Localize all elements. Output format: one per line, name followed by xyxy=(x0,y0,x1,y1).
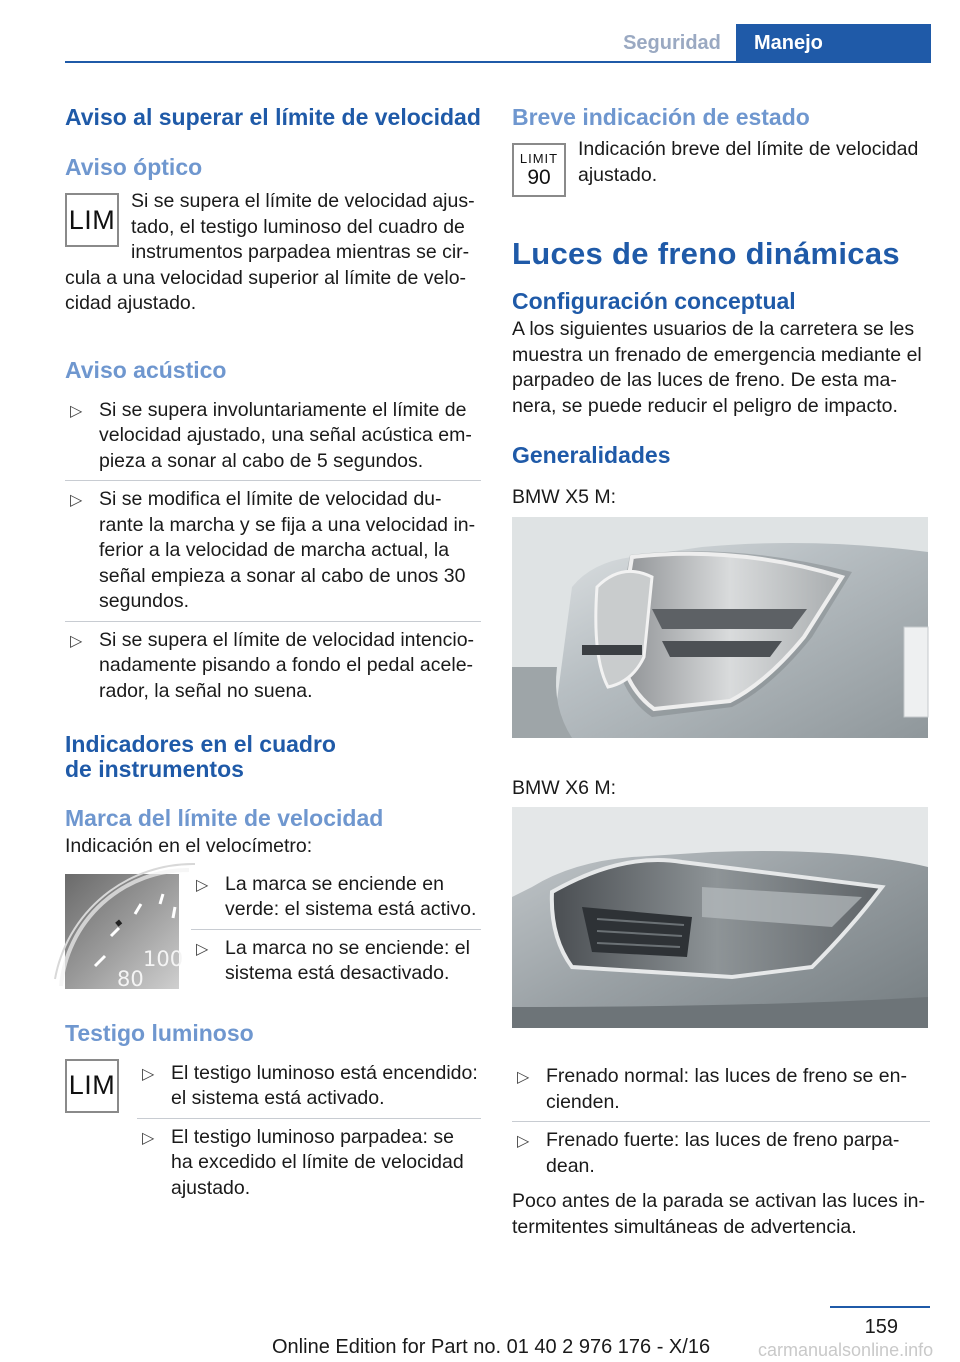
list-item: ▷ Si se supera el límite de velocidad intencio-nadamente pisando a fondo el pedal acele-rador, la señal no suena. xyxy=(70,628,475,702)
x5-label: BMW X5 M: xyxy=(512,486,617,508)
speedometer-image xyxy=(65,874,184,991)
x6-label: BMW X6 M: xyxy=(512,776,617,799)
brief-text: Indicación breve del límite de velocidad ajustado. xyxy=(578,138,919,186)
bullet-triangle-icon: ▷ xyxy=(196,940,209,958)
list-item: ▷ La marca se enciende en verde: el sistema está activo. xyxy=(191,866,481,930)
heading-indicators: Indicadores en el cuadro de instrumentos xyxy=(65,731,336,782)
brake-list xyxy=(512,1058,930,1185)
lim-indicator-icon xyxy=(65,193,119,247)
limit-90-icon xyxy=(512,143,566,197)
brief-block xyxy=(512,137,930,197)
list-item: ▷ El testigo luminoso está encendido: el sistema está activado. xyxy=(137,1055,481,1119)
speedo-80-label: 80 xyxy=(117,966,144,991)
speedometer-block xyxy=(65,866,481,993)
right-column xyxy=(512,100,930,1240)
lamp-block xyxy=(65,1055,481,1208)
edition-text: Online Edition for Part no. 01 40 2 976 176 - X/16 xyxy=(272,1336,711,1358)
concept-text: A los siguientes usuarios de la carretera se les muestra un frenado de emergencia mediante el parpadeo de las luces de freno. De esta ma-nera, se puede reducir el peligro de impacto. xyxy=(512,318,922,417)
bullet-triangle-icon: ▷ xyxy=(70,402,83,420)
mark-list xyxy=(191,866,481,993)
list-item: ▷ El testigo luminoso parpadea: se ha excedido el límite de velocidad ajustado. xyxy=(142,1125,464,1199)
tab-manejo[interactable]: Manejo xyxy=(736,24,931,62)
list-item: ▷ Frenado fuerte: las luces de freno parpa-dean. xyxy=(517,1129,900,1177)
bullet-triangle-icon: ▷ xyxy=(70,632,83,650)
left-column xyxy=(65,100,481,1207)
bullet-triangle-icon: ▷ xyxy=(70,492,83,509)
list-item: ▷ La marca no se enciende: el sistema está desactivado. xyxy=(196,936,470,984)
bullet-triangle-icon: ▷ xyxy=(517,1069,530,1086)
acoustic-list xyxy=(65,392,481,711)
heading-speed-mark: Marca del límite de velocidad xyxy=(65,805,384,831)
mark-intro-text: Indicación en el velocímetro: xyxy=(65,835,313,857)
lim-icon-text: LIM xyxy=(68,204,116,235)
bmw-x5-taillight-image xyxy=(512,517,928,738)
limit-value: 90 xyxy=(527,165,551,189)
optical-block xyxy=(65,189,481,317)
heading-concept: Configuración conceptual xyxy=(512,288,796,314)
heading-optical-warning: Aviso óptico xyxy=(65,154,203,180)
lamp-list xyxy=(137,1055,481,1208)
final-text: Poco antes de la parada se activan las luces in-termitentes simultáneas de advertencia. xyxy=(512,1190,925,1238)
bmw-x6-taillight-image xyxy=(512,807,928,1028)
heading-acoustic-warning: Aviso acústico xyxy=(65,356,227,383)
lim-indicator-icon xyxy=(65,1059,119,1113)
heading-brief-status: Breve indicación de estado xyxy=(512,104,810,130)
bullet-triangle-icon: ▷ xyxy=(196,876,209,894)
bullet-triangle-icon: ▷ xyxy=(142,1065,155,1083)
optical-text: Si se supera el límite de velocidad ajus-tado, el testigo luminoso del cuadro de instrumentos parpadea mientras se cir-cula a una velocidad superior al límite de velo-cidad ajustado. xyxy=(65,190,475,314)
tab-seguridad[interactable]: Seguridad xyxy=(623,32,721,54)
limit-label: LIMIT xyxy=(519,150,559,166)
header-rule xyxy=(65,61,931,63)
heading-dynamic-brake-lights: Luces de freno dinámicas xyxy=(512,236,900,271)
bullet-triangle-icon: ▷ xyxy=(517,1133,530,1150)
heading-warning-lamp: Testigo luminoso xyxy=(65,1019,254,1046)
heading-speed-warning: Aviso al superar el límite de velocidad xyxy=(65,104,481,130)
list-item: ▷ Si se modifica el límite de velocidad du-rante la marcha y se fija a una velocidad in-ferior a la velocidad de marcha actual, la señal empieza a sonar al cabo de unos 30 segundos. xyxy=(65,481,481,622)
page-number: 159 xyxy=(864,1316,898,1338)
lim-icon-text: LIM xyxy=(68,1070,116,1100)
list-item: ▷ Si se supera involuntariamente el límite de velocidad ajustado, una señal acústica em-pieza a sonar al cabo de 5 segundos. xyxy=(65,392,481,482)
bullet-triangle-icon: ▷ xyxy=(142,1129,155,1147)
heading-general: Generalidades xyxy=(512,442,671,468)
watermark: carmanualsonline.info xyxy=(758,1340,934,1360)
speedo-100-label: 100 xyxy=(143,946,184,971)
list-item: ▷ Frenado normal: las luces de freno se en-cienden. xyxy=(512,1058,930,1122)
footer-rule xyxy=(830,1306,930,1308)
